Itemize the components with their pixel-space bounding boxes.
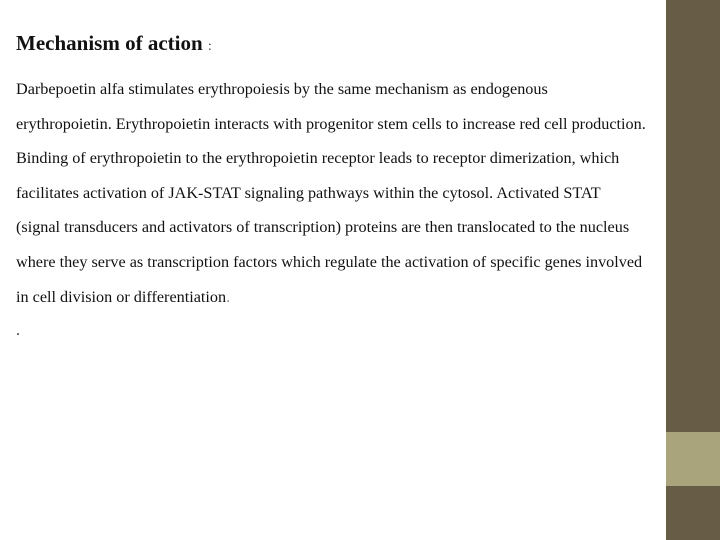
slide-heading: [16, 28, 646, 62]
body-text: Darbepoetin alfa stimulates erythropoiesis by the same mechanism as endogenous erythropoietin. Erythropoietin interacts with progenitor stem cells to increase red cell production. Binding of erythropoietin to the erythropoietin receptor leads to receptor dimerization, which facilitates activation of JAK-STAT signaling pathways within the cytosol. Activated STAT (signal transducers and activators of transcription) proteins are then translocated to the nucleus where they serve as transcription factors which regulate the activation of specific genes involved in cell division or differentiation: [16, 80, 646, 306]
body-end-period: .: [226, 287, 231, 306]
slide-content: [16, 28, 646, 348]
body-paragraph: [16, 72, 646, 314]
decorative-side-accent: [666, 432, 720, 486]
heading-colon: :: [207, 39, 212, 54]
heading-text: Mechanism of action: [16, 31, 203, 55]
trailing-dot: .: [16, 322, 20, 340]
